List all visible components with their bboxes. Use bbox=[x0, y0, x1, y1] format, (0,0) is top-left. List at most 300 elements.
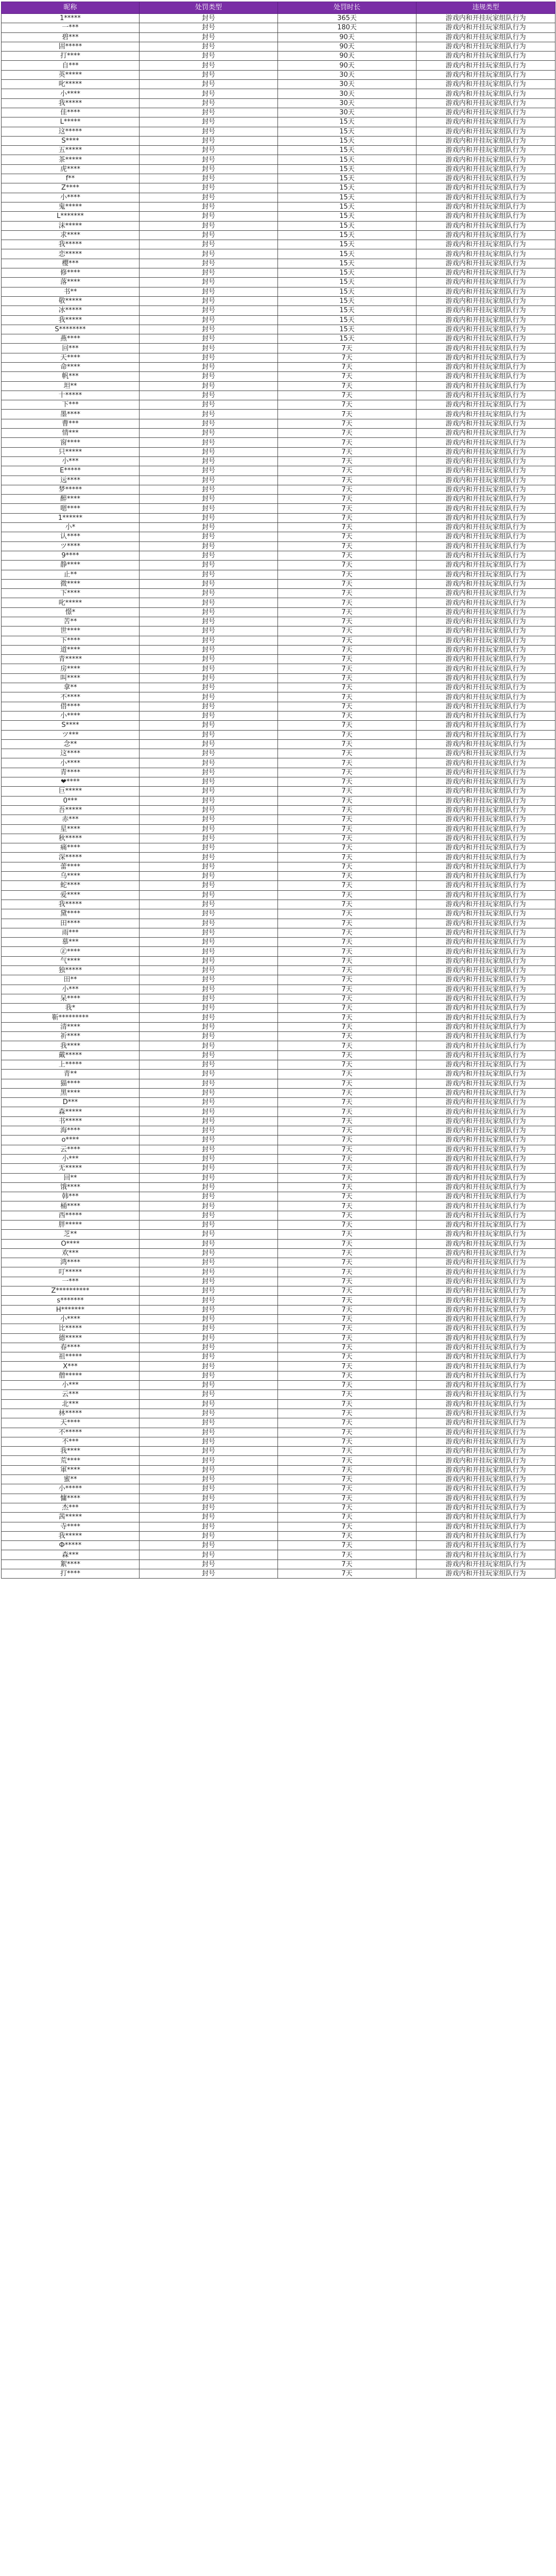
violation-type-cell: 游戏内和开挂玩家组队行为 bbox=[416, 117, 555, 127]
nickname-cell: 蛇**** bbox=[2, 881, 140, 890]
nickname-cell: 我***** bbox=[2, 240, 140, 249]
table-row bbox=[2, 1004, 555, 1013]
penalty-type-cell: 封号 bbox=[140, 1182, 278, 1192]
header-row bbox=[2, 2, 555, 14]
table-row bbox=[2, 1258, 555, 1267]
penalty-type-cell: 封号 bbox=[140, 636, 278, 645]
penalty-duration-cell: 7天 bbox=[278, 1484, 416, 1494]
table-row bbox=[2, 711, 555, 720]
violation-type-cell: 游戏内和开挂玩家组队行为 bbox=[416, 1079, 555, 1088]
penalty-duration-cell: 15天 bbox=[278, 334, 416, 344]
table-row bbox=[2, 296, 555, 306]
violation-type-cell: 游戏内和开挂玩家组队行为 bbox=[416, 1201, 555, 1211]
table-row bbox=[2, 362, 555, 371]
nickname-cell: 静**** bbox=[2, 561, 140, 570]
penalty-duration-cell: 7天 bbox=[278, 1522, 416, 1531]
penalty-type-cell: 封号 bbox=[140, 249, 278, 259]
violation-type-cell: 游戏内和开挂玩家组队行为 bbox=[416, 617, 555, 626]
violation-type-cell: 游戏内和开挂玩家组队行为 bbox=[416, 938, 555, 947]
penalty-type-cell: 封号 bbox=[140, 400, 278, 410]
nickname-cell: 云**** bbox=[2, 1145, 140, 1154]
table-row bbox=[2, 739, 555, 749]
table-row bbox=[2, 881, 555, 890]
violation-type-cell: 游戏内和开挂玩家组队行为 bbox=[416, 504, 555, 513]
violation-type-cell: 游戏内和开挂玩家组队行为 bbox=[416, 1352, 555, 1362]
penalty-duration-cell: 7天 bbox=[278, 447, 416, 456]
violation-type-cell: 游戏内和开挂玩家组队行为 bbox=[416, 655, 555, 664]
table-row bbox=[2, 523, 555, 532]
table-row bbox=[2, 853, 555, 862]
nickname-cell: 叱***** bbox=[2, 80, 140, 89]
violation-type-cell: 游戏内和开挂玩家组队行为 bbox=[416, 400, 555, 410]
nickname-cell: 1***** bbox=[2, 14, 140, 23]
penalty-type-cell: 封号 bbox=[140, 1324, 278, 1333]
penalty-type-cell: 封号 bbox=[140, 598, 278, 607]
violation-type-cell: 游戏内和开挂玩家组队行为 bbox=[416, 80, 555, 89]
table-row bbox=[2, 965, 555, 975]
nickname-cell: 坦** bbox=[2, 381, 140, 391]
penalty-type-cell: 封号 bbox=[140, 956, 278, 965]
nickname-cell: 微**** bbox=[2, 579, 140, 588]
nickname-cell: 韩*** bbox=[2, 1192, 140, 1201]
penalty-duration-cell: 7天 bbox=[278, 1314, 416, 1324]
penalty-duration-cell: 7天 bbox=[278, 928, 416, 937]
violation-type-cell: 游戏内和开挂玩家组队行为 bbox=[416, 240, 555, 249]
penalty-type-cell: 封号 bbox=[140, 626, 278, 636]
penalty-duration-cell: 7天 bbox=[278, 965, 416, 975]
penalty-type-cell: 封号 bbox=[140, 749, 278, 758]
penalty-type-cell: 封号 bbox=[140, 1531, 278, 1540]
nickname-cell: 我***** bbox=[2, 315, 140, 325]
table-row bbox=[2, 1126, 555, 1136]
penalty-type-cell: 封号 bbox=[140, 777, 278, 787]
violation-type-cell: 游戏内和开挂玩家组队行为 bbox=[416, 645, 555, 654]
table-row bbox=[2, 598, 555, 607]
nickname-cell: 小*** bbox=[2, 985, 140, 994]
penalty-type-cell: 封号 bbox=[140, 1343, 278, 1352]
violation-type-cell: 游戏内和开挂玩家组队行为 bbox=[416, 787, 555, 796]
penalty-type-cell: 封号 bbox=[140, 174, 278, 183]
penalty-duration-cell: 7天 bbox=[278, 1221, 416, 1230]
penalty-duration-cell: 7天 bbox=[278, 1333, 416, 1343]
table-row bbox=[2, 928, 555, 937]
violation-type-cell: 游戏内和开挂玩家组队行为 bbox=[416, 739, 555, 749]
penalty-type-cell: 封号 bbox=[140, 70, 278, 79]
nickname-cell: 回*** bbox=[2, 344, 140, 353]
violation-type-cell: 游戏内和开挂玩家组队行为 bbox=[416, 1239, 555, 1248]
penalty-type-cell: 封号 bbox=[140, 617, 278, 626]
violation-type-cell: 游戏内和开挂玩家组队行为 bbox=[416, 466, 555, 476]
penalty-duration-cell: 7天 bbox=[278, 1305, 416, 1314]
penalty-duration-cell: 7天 bbox=[278, 1418, 416, 1428]
penalty-type-cell: 封号 bbox=[140, 52, 278, 61]
penalty-duration-cell: 7天 bbox=[278, 344, 416, 353]
violation-type-cell: 游戏内和开挂玩家组队行为 bbox=[416, 419, 555, 428]
penalty-type-cell: 封号 bbox=[140, 212, 278, 221]
violation-type-cell: 游戏内和开挂玩家组队行为 bbox=[416, 1522, 555, 1531]
table-row bbox=[2, 947, 555, 956]
penalty-duration-cell: 90天 bbox=[278, 52, 416, 61]
nickname-cell: s******* bbox=[2, 1296, 140, 1305]
table-row bbox=[2, 1399, 555, 1409]
nickname-cell: 嗯**** bbox=[2, 504, 140, 513]
penalty-duration-cell: 30天 bbox=[278, 98, 416, 108]
penalty-duration-cell: 7天 bbox=[278, 561, 416, 570]
violation-type-cell: 游戏内和开挂玩家组队行为 bbox=[416, 673, 555, 683]
table-row bbox=[2, 447, 555, 456]
violation-type-cell: 游戏内和开挂玩家组队行为 bbox=[416, 334, 555, 344]
violation-type-cell: 游戏内和开挂玩家组队行为 bbox=[416, 598, 555, 607]
table-row bbox=[2, 52, 555, 61]
penalty-duration-cell: 7天 bbox=[278, 1456, 416, 1465]
penalty-duration-cell: 15天 bbox=[278, 193, 416, 202]
penalty-duration-cell: 15天 bbox=[278, 164, 416, 174]
penalty-duration-cell: 15天 bbox=[278, 212, 416, 221]
table-row bbox=[2, 664, 555, 673]
violation-type-cell: 游戏内和开挂玩家组队行为 bbox=[416, 438, 555, 447]
violation-type-cell: 游戏内和开挂玩家组队行为 bbox=[416, 570, 555, 579]
nickname-cell: o**** bbox=[2, 1136, 140, 1145]
penalty-type-cell: 封号 bbox=[140, 739, 278, 749]
table-row bbox=[2, 532, 555, 541]
violation-type-cell: 游戏内和开挂玩家组队行为 bbox=[416, 532, 555, 541]
nickname-cell: 青***** bbox=[2, 655, 140, 664]
nickname-cell: 北*** bbox=[2, 1399, 140, 1409]
violation-type-cell: 游戏内和开挂玩家组队行为 bbox=[416, 429, 555, 438]
nickname-cell: S**** bbox=[2, 136, 140, 145]
violation-type-cell: 游戏内和开挂玩家组队行为 bbox=[416, 391, 555, 400]
penalty-type-cell: 封号 bbox=[140, 1221, 278, 1230]
penalty-duration-cell: 7天 bbox=[278, 391, 416, 400]
table-row bbox=[2, 1465, 555, 1475]
penalty-type-cell: 封号 bbox=[140, 985, 278, 994]
nickname-cell: 春**** bbox=[2, 1343, 140, 1352]
table-row bbox=[2, 1314, 555, 1324]
penalty-type-cell: 封号 bbox=[140, 570, 278, 579]
penalty-duration-cell: 7天 bbox=[278, 476, 416, 485]
nickname-cell: 止** bbox=[2, 570, 140, 579]
table-row bbox=[2, 240, 555, 249]
penalty-type-cell: 封号 bbox=[140, 1088, 278, 1097]
penalty-type-cell: 封号 bbox=[140, 1418, 278, 1428]
penalty-duration-cell: 7天 bbox=[278, 711, 416, 720]
penalty-duration-cell: 7天 bbox=[278, 1324, 416, 1333]
penalty-duration-cell: 7天 bbox=[278, 504, 416, 513]
penalty-duration-cell: 7天 bbox=[278, 834, 416, 843]
violation-type-cell: 游戏内和开挂玩家组队行为 bbox=[416, 1381, 555, 1390]
violation-type-cell: 游戏内和开挂玩家组队行为 bbox=[416, 1004, 555, 1013]
violation-type-cell: 游戏内和开挂玩家组队行为 bbox=[416, 259, 555, 268]
penalty-type-cell: 封号 bbox=[140, 1173, 278, 1182]
nickname-cell: 0*** bbox=[2, 796, 140, 805]
table-row bbox=[2, 127, 555, 136]
penalty-duration-cell: 7天 bbox=[278, 410, 416, 419]
violation-type-cell: 游戏内和开挂玩家组队行为 bbox=[416, 1428, 555, 1437]
penalty-type-cell: 封号 bbox=[140, 1267, 278, 1277]
penalty-duration-cell: 7天 bbox=[278, 1352, 416, 1362]
nickname-cell: 上***** bbox=[2, 1060, 140, 1069]
table-row bbox=[2, 353, 555, 362]
nickname-cell: ㊣**** bbox=[2, 947, 140, 956]
table-row bbox=[2, 1145, 555, 1154]
nickname-cell: 这**** bbox=[2, 749, 140, 758]
penalty-duration-cell: 7天 bbox=[278, 1296, 416, 1305]
nickname-cell: 佳**** bbox=[2, 108, 140, 117]
violation-type-cell: 游戏内和开挂玩家组队行为 bbox=[416, 541, 555, 551]
table-row bbox=[2, 381, 555, 391]
penalty-duration-cell: 90天 bbox=[278, 42, 416, 51]
table-row bbox=[2, 287, 555, 296]
penalty-type-cell: 封号 bbox=[140, 1079, 278, 1088]
penalty-duration-cell: 7天 bbox=[278, 1107, 416, 1116]
penalty-type-cell: 封号 bbox=[140, 419, 278, 428]
nickname-cell: 饿**** bbox=[2, 1182, 140, 1192]
penalty-type-cell: 封号 bbox=[140, 1239, 278, 1248]
violation-type-cell: 游戏内和开挂玩家组队行为 bbox=[416, 900, 555, 909]
violation-type-cell: 游戏内和开挂玩家组队行为 bbox=[416, 1503, 555, 1512]
violation-type-cell: 游戏内和开挂玩家组队行为 bbox=[416, 410, 555, 419]
violation-type-cell: 游戏内和开挂玩家组队行为 bbox=[416, 919, 555, 928]
violation-type-cell: 游戏内和开挂玩家组队行为 bbox=[416, 1248, 555, 1258]
penalty-type-cell: 封号 bbox=[140, 607, 278, 617]
table-row bbox=[2, 164, 555, 174]
table-row bbox=[2, 570, 555, 579]
nickname-cell: 祖***** bbox=[2, 1352, 140, 1362]
nickname-cell: S**** bbox=[2, 721, 140, 730]
nickname-cell: 戴***** bbox=[2, 1050, 140, 1060]
table-row bbox=[2, 249, 555, 259]
nickname-cell: 樱*** bbox=[2, 259, 140, 268]
penalty-duration-cell: 7天 bbox=[278, 485, 416, 494]
penalty-type-cell: 封号 bbox=[140, 1277, 278, 1286]
penalty-type-cell: 封号 bbox=[140, 1371, 278, 1380]
nickname-cell: 修**** bbox=[2, 268, 140, 278]
nickname-cell: Z**** bbox=[2, 183, 140, 193]
table-row bbox=[2, 900, 555, 909]
penalty-type-cell: 封号 bbox=[140, 155, 278, 164]
table-row bbox=[2, 985, 555, 994]
penalty-duration-cell: 7天 bbox=[278, 655, 416, 664]
penalty-duration-cell: 7天 bbox=[278, 1098, 416, 1107]
penalty-duration-cell: 7天 bbox=[278, 1513, 416, 1522]
penalty-type-cell: 封号 bbox=[140, 164, 278, 174]
nickname-cell: 巨***** bbox=[2, 787, 140, 796]
penalty-duration-cell: 7天 bbox=[278, 909, 416, 919]
violation-type-cell: 游戏内和开挂玩家组队行为 bbox=[416, 230, 555, 240]
penalty-type-cell: 封号 bbox=[140, 589, 278, 598]
nickname-cell: 燕**** bbox=[2, 334, 140, 344]
penalty-duration-cell: 7天 bbox=[278, 438, 416, 447]
penalty-type-cell: 封号 bbox=[140, 1390, 278, 1399]
nickname-cell: 梦***** bbox=[2, 485, 140, 494]
penalty-duration-cell: 15天 bbox=[278, 296, 416, 306]
table-row bbox=[2, 975, 555, 985]
table-row bbox=[2, 777, 555, 787]
violation-type-cell: 游戏内和开挂玩家组队行为 bbox=[416, 1333, 555, 1343]
nickname-cell: 胖***** bbox=[2, 1221, 140, 1230]
penalty-type-cell: 封号 bbox=[140, 909, 278, 919]
table-row bbox=[2, 1418, 555, 1428]
penalty-duration-cell: 30天 bbox=[278, 108, 416, 117]
violation-type-cell: 游戏内和开挂玩家组队行为 bbox=[416, 485, 555, 494]
violation-type-cell: 游戏内和开挂玩家组队行为 bbox=[416, 1060, 555, 1069]
table-row bbox=[2, 504, 555, 513]
table-row bbox=[2, 476, 555, 485]
table-row bbox=[2, 655, 555, 664]
table-row bbox=[2, 1409, 555, 1418]
violation-type-cell: 游戏内和开挂玩家组队行为 bbox=[416, 193, 555, 202]
penalty-duration-cell: 7天 bbox=[278, 985, 416, 994]
penalty-type-cell: 封号 bbox=[140, 456, 278, 466]
penalty-type-cell: 封号 bbox=[140, 381, 278, 391]
penalty-duration-cell: 7天 bbox=[278, 815, 416, 824]
penalty-duration-cell: 7天 bbox=[278, 1060, 416, 1069]
violation-type-cell: 游戏内和开挂玩家组队行为 bbox=[416, 1541, 555, 1550]
penalty-duration-cell: 7天 bbox=[278, 1230, 416, 1239]
table-row bbox=[2, 617, 555, 626]
nickname-cell: 黑**** bbox=[2, 1088, 140, 1097]
nickname-cell: 秋***** bbox=[2, 834, 140, 843]
penalty-duration-cell: 7天 bbox=[278, 702, 416, 711]
penalty-type-cell: 封号 bbox=[140, 1258, 278, 1267]
penalty-type-cell: 封号 bbox=[140, 1494, 278, 1503]
nickname-cell: 茜***** bbox=[2, 1513, 140, 1522]
penalty-type-cell: 封号 bbox=[140, 853, 278, 862]
table-row bbox=[2, 1333, 555, 1343]
violation-type-cell: 游戏内和开挂玩家组队行为 bbox=[416, 1513, 555, 1522]
penalty-type-cell: 封号 bbox=[140, 805, 278, 815]
penalty-type-cell: 封号 bbox=[140, 579, 278, 588]
penalty-type-cell: 封号 bbox=[140, 1230, 278, 1239]
penalty-type-cell: 封号 bbox=[140, 1013, 278, 1022]
table-row bbox=[2, 438, 555, 447]
table-row bbox=[2, 344, 555, 353]
penalty-type-cell: 封号 bbox=[140, 1447, 278, 1456]
penalty-type-cell: 封号 bbox=[140, 287, 278, 296]
violation-type-cell: 游戏内和开挂玩家组队行为 bbox=[416, 249, 555, 259]
penalty-type-cell: 封号 bbox=[140, 758, 278, 768]
penalty-type-cell: 封号 bbox=[140, 315, 278, 325]
table-row bbox=[2, 1513, 555, 1522]
nickname-cell: 下**** bbox=[2, 636, 140, 645]
penalty-duration-cell: 7天 bbox=[278, 1050, 416, 1060]
penalty-type-cell: 封号 bbox=[140, 296, 278, 306]
nickname-cell: 田**** bbox=[2, 919, 140, 928]
nickname-cell: 打**** bbox=[2, 52, 140, 61]
nickname-cell: 小**** bbox=[2, 758, 140, 768]
penalty-duration-cell: 7天 bbox=[278, 513, 416, 522]
nickname-cell: 道**** bbox=[2, 645, 140, 654]
table-row bbox=[2, 391, 555, 400]
penalty-duration-cell: 15天 bbox=[278, 136, 416, 145]
penalty-type-cell: 封号 bbox=[140, 108, 278, 117]
table-row bbox=[2, 843, 555, 853]
penalty-duration-cell: 7天 bbox=[278, 1022, 416, 1031]
nickname-cell: ツ**** bbox=[2, 541, 140, 551]
nickname-cell: 敬***** bbox=[2, 296, 140, 306]
penalty-duration-cell: 7天 bbox=[278, 664, 416, 673]
penalty-duration-cell: 7天 bbox=[278, 1239, 416, 1248]
table-row bbox=[2, 787, 555, 796]
penalty-type-cell: 封号 bbox=[140, 438, 278, 447]
violation-type-cell: 游戏内和开挂玩家组队行为 bbox=[416, 1362, 555, 1371]
nickname-cell: 苦** bbox=[2, 617, 140, 626]
table-row bbox=[2, 702, 555, 711]
nickname-cell: 杰*** bbox=[2, 1503, 140, 1512]
penalty-duration-cell: 180天 bbox=[278, 23, 416, 32]
table-row bbox=[2, 89, 555, 98]
nickname-cell: 天**** bbox=[2, 353, 140, 362]
table-row bbox=[2, 70, 555, 79]
penalty-type-cell: 封号 bbox=[140, 80, 278, 89]
table-row bbox=[2, 1362, 555, 1371]
penalty-type-cell: 封号 bbox=[140, 1126, 278, 1136]
penalty-type-cell: 封号 bbox=[140, 683, 278, 692]
penalty-duration-cell: 7天 bbox=[278, 1126, 416, 1136]
penalty-type-cell: 封号 bbox=[140, 32, 278, 42]
penalty-duration-cell: 7天 bbox=[278, 1494, 416, 1503]
penalty-type-cell: 封号 bbox=[140, 391, 278, 400]
violation-type-cell: 游戏内和开挂玩家组队行为 bbox=[416, 721, 555, 730]
penalty-type-cell: 封号 bbox=[140, 1333, 278, 1343]
penalty-type-cell: 封号 bbox=[140, 815, 278, 824]
table-row bbox=[2, 400, 555, 410]
penalty-duration-cell: 7天 bbox=[278, 626, 416, 636]
penalty-type-cell: 封号 bbox=[140, 1560, 278, 1569]
violation-type-cell: 游戏内和开挂玩家组队行为 bbox=[416, 796, 555, 805]
violation-type-cell: 游戏内和开挂玩家组队行为 bbox=[416, 14, 555, 23]
violation-type-cell: 游戏内和开挂玩家组队行为 bbox=[416, 805, 555, 815]
table-row bbox=[2, 1456, 555, 1465]
nickname-cell: L***** bbox=[2, 117, 140, 127]
nickname-cell: 林***** bbox=[2, 1409, 140, 1418]
penalty-type-cell: 封号 bbox=[140, 1305, 278, 1314]
penalty-type-cell: 封号 bbox=[140, 61, 278, 70]
penalty-type-cell: 封号 bbox=[140, 975, 278, 985]
penalty-duration-cell: 15天 bbox=[278, 117, 416, 127]
nickname-cell: 鸿**** bbox=[2, 1258, 140, 1267]
violation-type-cell: 游戏内和开挂玩家组队行为 bbox=[416, 702, 555, 711]
penalty-duration-cell: 15天 bbox=[278, 155, 416, 164]
penalty-duration-cell: 7天 bbox=[278, 853, 416, 862]
violation-type-cell: 游戏内和开挂玩家组队行为 bbox=[416, 909, 555, 919]
violation-type-cell: 游戏内和开挂玩家组队行为 bbox=[416, 353, 555, 362]
penalty-duration-cell: 15天 bbox=[278, 325, 416, 334]
violation-type-cell: 游戏内和开挂玩家组队行为 bbox=[416, 1343, 555, 1352]
penalty-duration-cell: 7天 bbox=[278, 919, 416, 928]
penalty-duration-cell: 7天 bbox=[278, 683, 416, 692]
penalty-type-cell: 封号 bbox=[140, 730, 278, 739]
table-row bbox=[2, 1296, 555, 1305]
violation-type-cell: 游戏内和开挂玩家组队行为 bbox=[416, 561, 555, 570]
violation-type-cell: 游戏内和开挂玩家组队行为 bbox=[416, 711, 555, 720]
penalty-duration-cell: 30天 bbox=[278, 70, 416, 79]
violation-type-cell: 游戏内和开挂玩家组队行为 bbox=[416, 1126, 555, 1136]
column-header-nickname: 昵称 bbox=[2, 2, 140, 14]
violation-type-cell: 游戏内和开挂玩家组队行为 bbox=[416, 202, 555, 211]
penalty-duration-cell: 7天 bbox=[278, 579, 416, 588]
table-row bbox=[2, 919, 555, 928]
penalty-type-cell: 封号 bbox=[140, 1428, 278, 1437]
nickname-cell: 痛**** bbox=[2, 843, 140, 853]
nickname-cell: 黛**** bbox=[2, 909, 140, 919]
nickname-cell: 小*** bbox=[2, 1154, 140, 1163]
violation-type-cell: 游戏内和开挂玩家组队行为 bbox=[416, 513, 555, 522]
nickname-cell: 窗**** bbox=[2, 438, 140, 447]
nickname-cell: 清**** bbox=[2, 1022, 140, 1031]
table-row bbox=[2, 268, 555, 278]
table-row bbox=[2, 909, 555, 919]
